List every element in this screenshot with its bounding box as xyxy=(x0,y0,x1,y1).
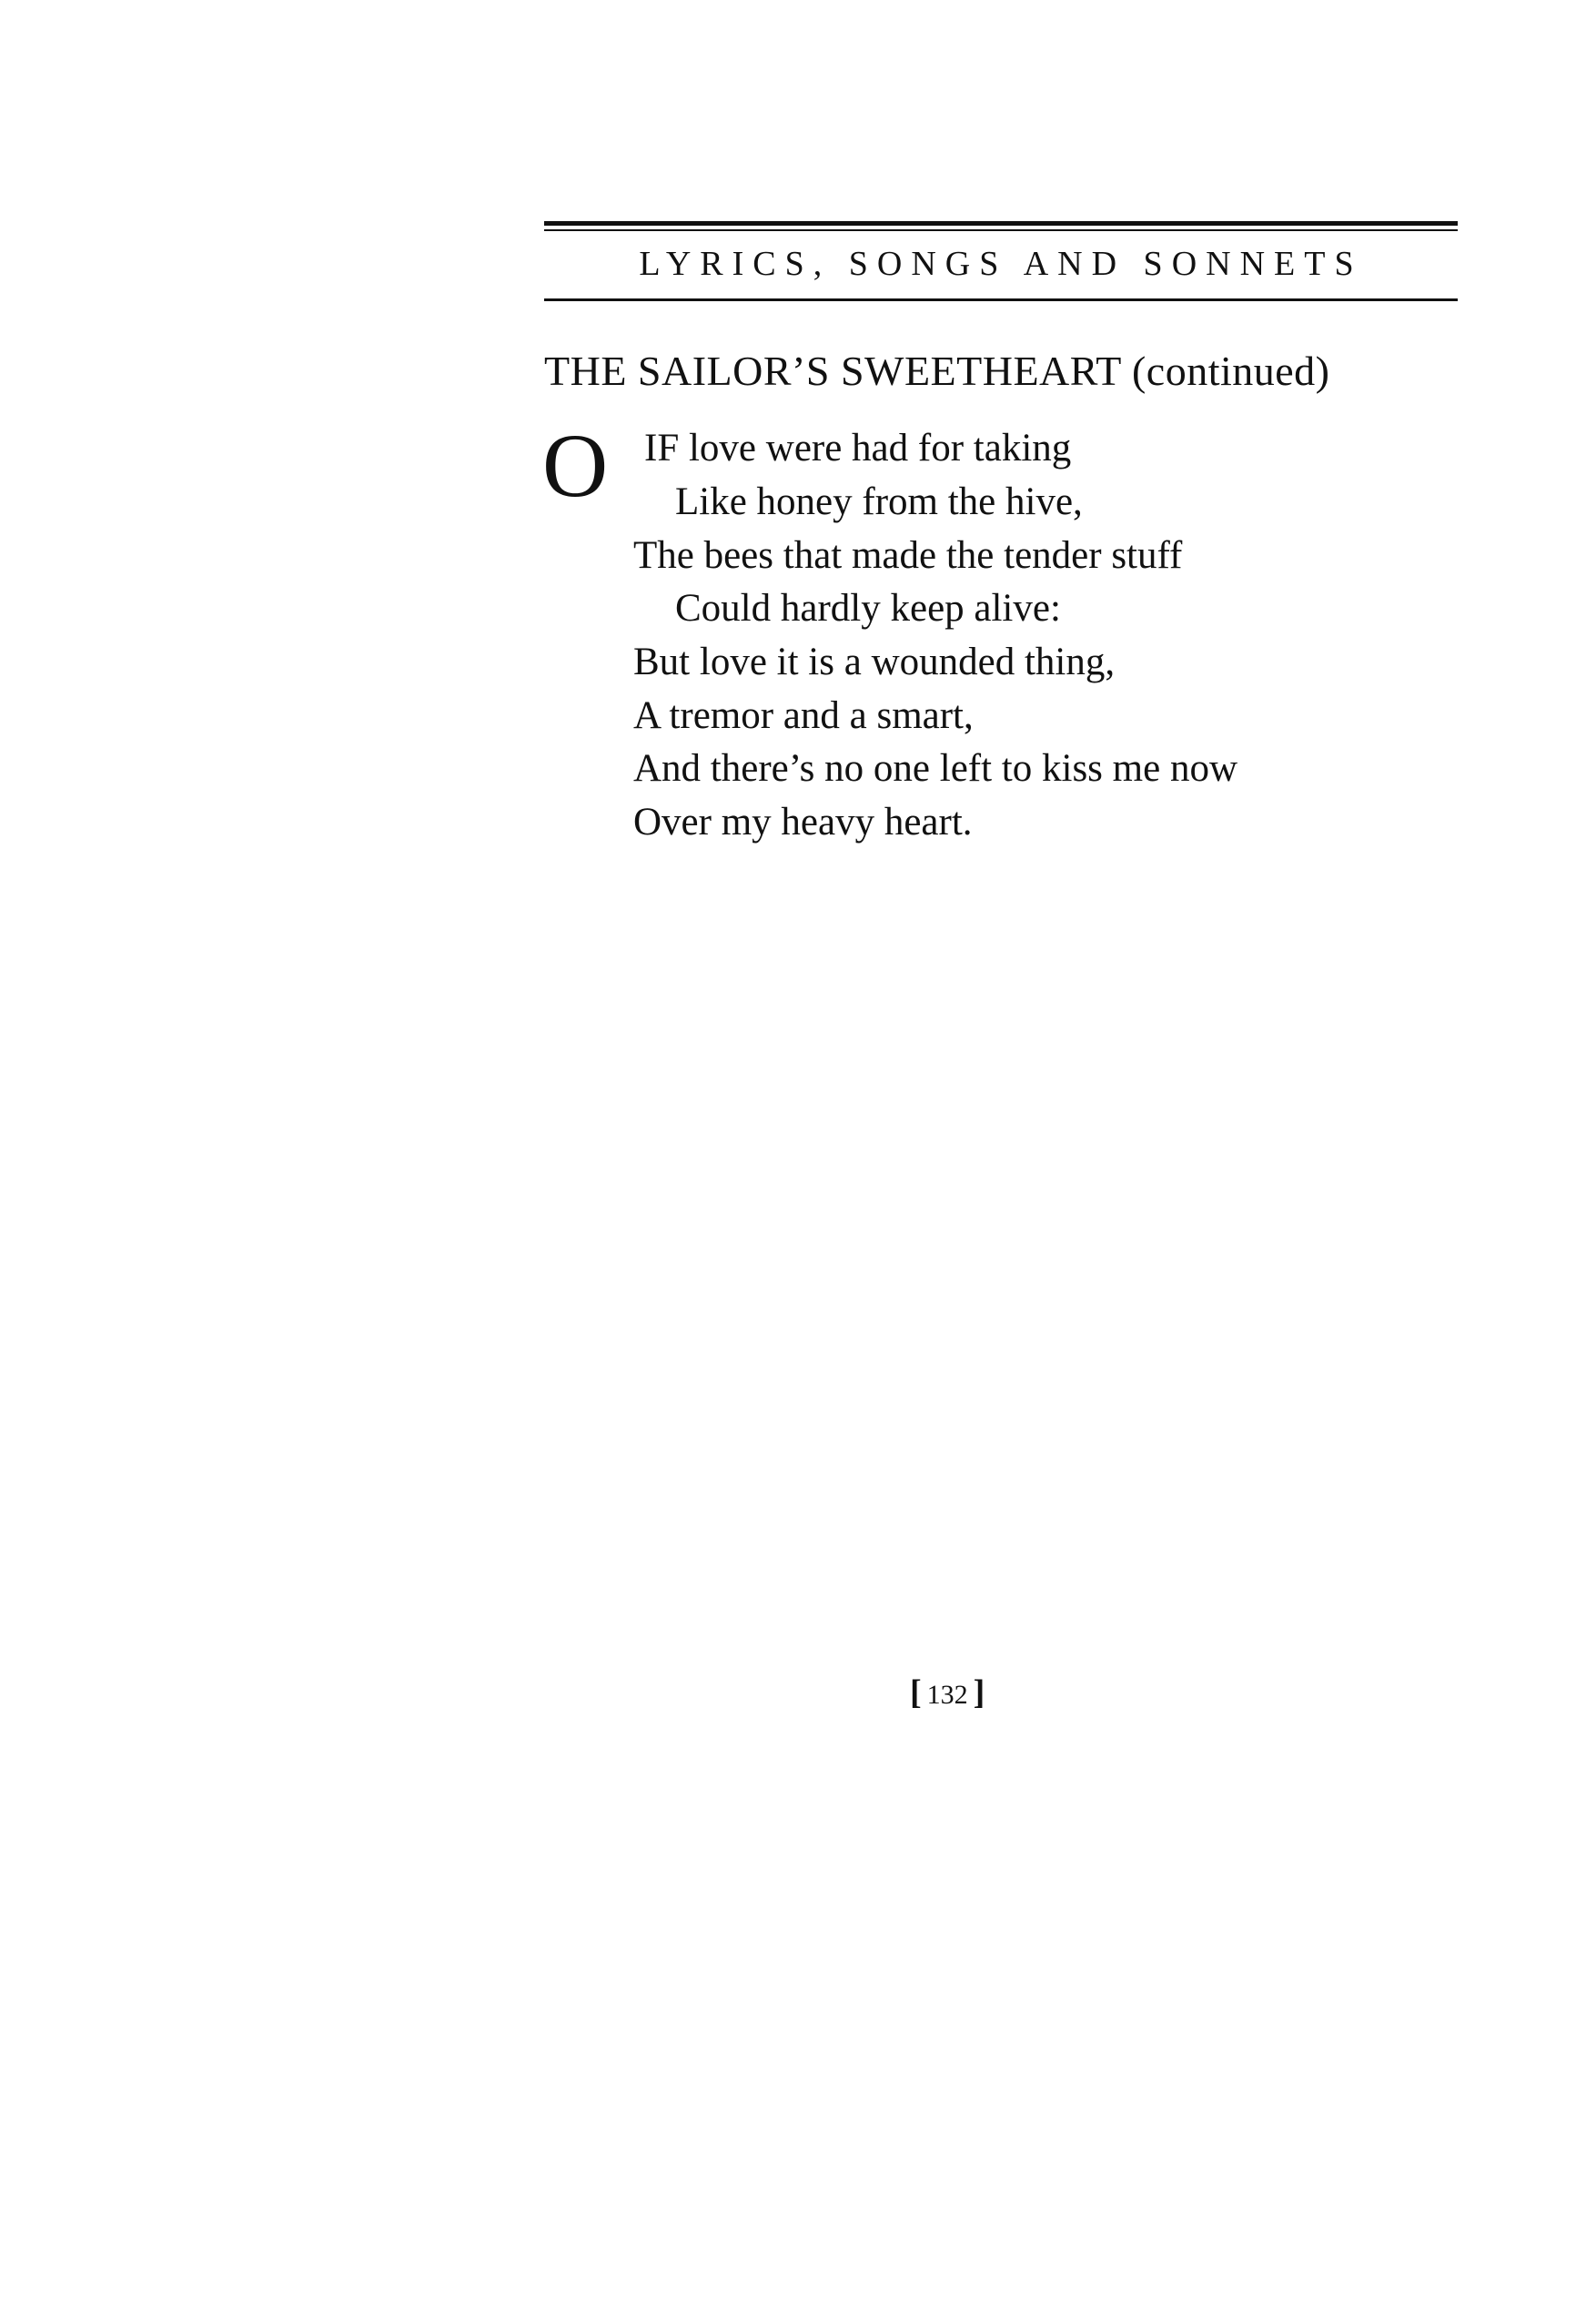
verse-line: The bees that made the tender stuff xyxy=(633,534,1183,577)
page-number-close-bracket: ] xyxy=(973,1673,985,1712)
page-number-value: 132 xyxy=(926,1680,968,1710)
running-head: LYRICS, SONGS AND SONNETS xyxy=(639,245,1363,283)
top-rule-thin xyxy=(544,229,1458,231)
verse-line: Could hardly keep alive: xyxy=(675,587,1061,630)
verse-line: And there’s no one left to kiss me now xyxy=(633,747,1238,790)
verse-line: But love it is a wounded thing, xyxy=(633,641,1116,683)
verse-line: IF love were had for taking xyxy=(644,427,1072,470)
page-number-open-bracket: [ xyxy=(910,1673,922,1712)
header-underline-rule xyxy=(544,298,1458,301)
drop-cap: O xyxy=(542,415,609,516)
verse-line: A tremor and a smart, xyxy=(633,694,974,737)
verse-line: Like honey from the hive, xyxy=(675,480,1083,523)
verse-line: Over my heavy heart. xyxy=(633,801,973,844)
top-rule-thick xyxy=(544,221,1458,226)
poem-title: THE SAILOR’S SWEETHEART (continued) xyxy=(544,348,1330,394)
page-number xyxy=(910,1672,985,1715)
